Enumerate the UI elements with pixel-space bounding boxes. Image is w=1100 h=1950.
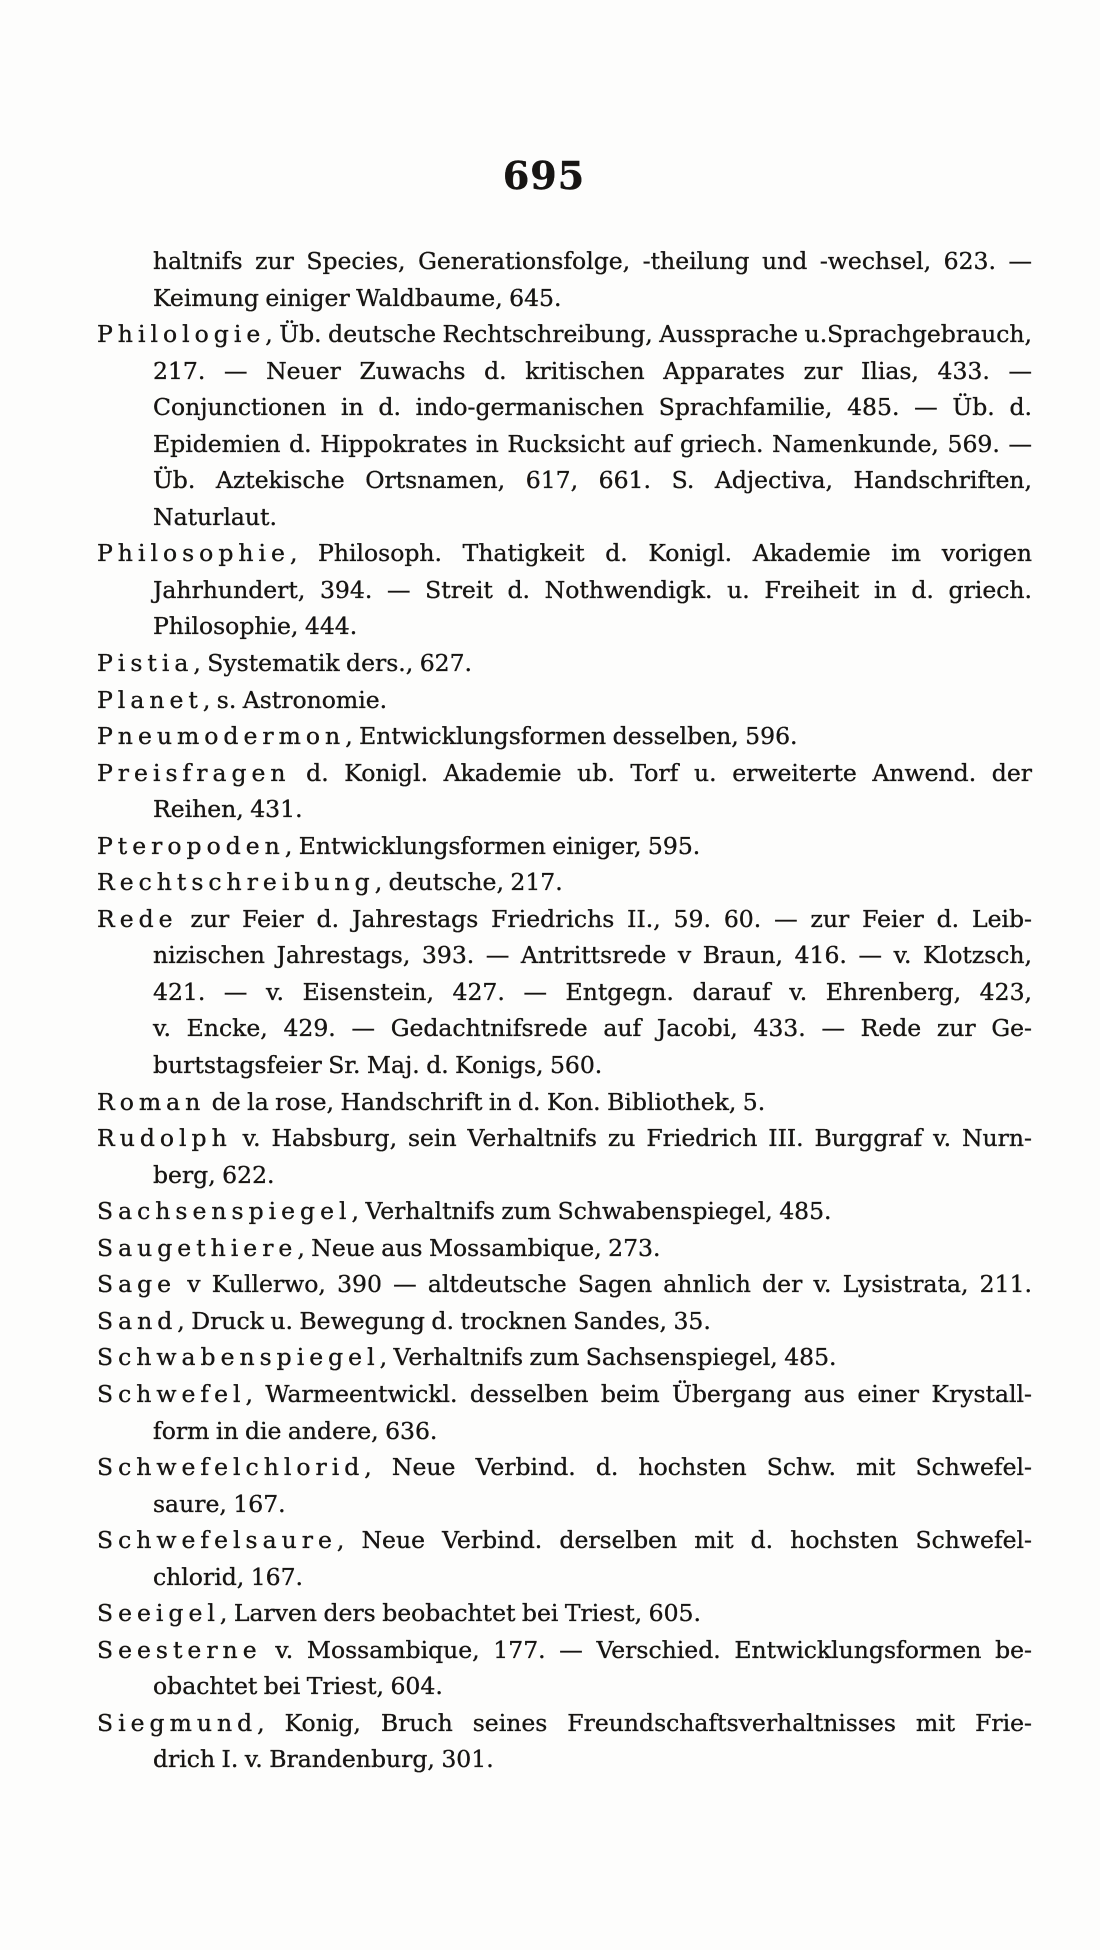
index-line <box>97 389 1032 426</box>
entry-text: v Kullerwo, 390 — altdeutsche Sagen ahnlich der v. Lysistrata, 211. <box>176 1270 1032 1299</box>
entry-text: drich I. v. Brandenburg, 301. <box>153 1745 494 1774</box>
index-line <box>97 1413 1032 1450</box>
entry-headword: Sachsenspiegel <box>97 1197 352 1226</box>
entry-headword: Rechtschreibung <box>97 868 375 897</box>
entry-text: , Systematik ders., 627. <box>193 649 473 678</box>
entry-text: Reihen, 431. <box>153 795 303 824</box>
entry-headword: Preisfragen <box>97 758 291 787</box>
index-line <box>97 426 1032 463</box>
entry-text: , Druck u. Bewegung d. trocknen Sandes, 35. <box>177 1306 711 1335</box>
index-text-block <box>97 243 1032 1778</box>
index-line <box>97 1047 1032 1084</box>
entry-headword: Rudolph <box>97 1124 232 1153</box>
entry-headword: Pteropoden <box>97 831 285 860</box>
index-line <box>97 608 1032 645</box>
entry-headword: Schwefelsaure <box>97 1526 337 1555</box>
entry-text: Epidemien d. Hippokrates in Rucksicht auf griech. Namenkunde, 569. — <box>153 429 1032 458</box>
index-line <box>97 1632 1032 1669</box>
page-number: 695 <box>502 153 586 198</box>
entry-text: v. Habsburg, sein Verhaltnifs zu Friedrich III. Burggraf v. Nurn- <box>231 1124 1032 1153</box>
entry-text: Conjunctionen in d. indo-germanischen Sprachfamilie, 485. — Üb. d. <box>153 393 1032 422</box>
entry-headword: Seesterne <box>97 1635 262 1664</box>
entry-headword: Pistia <box>97 649 194 678</box>
index-line <box>97 499 1032 536</box>
index-line <box>97 1668 1032 1705</box>
entry-headword: Saugethiere <box>97 1233 298 1262</box>
entry-text: , Larven ders beobachtet bei Triest, 605. <box>219 1599 701 1628</box>
index-line <box>97 1522 1032 1559</box>
entry-text: , s. Astronomie. <box>202 685 388 714</box>
entry-text: , Warmeentwickl. desselben beim Übergang aus einer Krystall- <box>245 1379 1032 1408</box>
index-line <box>97 1193 1032 1230</box>
index-line <box>97 1010 1032 1047</box>
index-line <box>97 974 1032 1011</box>
entry-text: de la rose, Handschrift in d. Kon. Bibliothek, 5. <box>205 1087 766 1116</box>
index-line <box>97 462 1032 499</box>
entry-headword: Sand <box>97 1306 178 1335</box>
entry-headword: Pneumodermon <box>97 722 346 751</box>
index-line <box>97 791 1032 828</box>
entry-headword: Philologie <box>97 320 266 349</box>
index-line <box>97 864 1032 901</box>
index-line <box>97 1741 1032 1778</box>
index-line <box>97 718 1032 755</box>
entry-text: , Neue aus Mossambique, 273. <box>297 1233 661 1262</box>
index-line <box>97 1705 1032 1742</box>
entry-headword: Planet <box>97 685 203 714</box>
index-line <box>97 316 1032 353</box>
entry-text: berg, 622. <box>153 1160 275 1189</box>
index-line <box>97 755 1032 792</box>
entry-text: zur Feier d. Jahrestags Friedrichs II., 59. 60. — zur Feier d. Leib- <box>177 904 1032 933</box>
index-line <box>97 1157 1032 1194</box>
index-line <box>97 1376 1032 1413</box>
index-line <box>97 243 1032 280</box>
entry-text: obachtet bei Triest, 604. <box>153 1672 443 1701</box>
index-line <box>97 1303 1032 1340</box>
index-line <box>97 1120 1032 1157</box>
index-line <box>97 1486 1032 1523</box>
entry-text: nizischen Jahrestags, 393. — Antrittsrede v Braun, 416. — v. Klotzsch, <box>153 941 1032 970</box>
index-line <box>97 901 1032 938</box>
index-line <box>97 1339 1032 1376</box>
entry-text: chlorid, 167. <box>153 1562 304 1591</box>
entry-text: Philosophie, 444. <box>153 612 358 641</box>
index-line <box>97 280 1032 317</box>
entry-headword: Schwabenspiegel <box>97 1343 380 1372</box>
entry-text: v. Encke, 429. — Gedachtnifsrede auf Jacobi, 433. — Rede zur Ge- <box>153 1014 1032 1043</box>
entry-headword: Sage <box>97 1270 177 1299</box>
entry-text: , Entwicklungsformen einiger, 595. <box>284 831 701 860</box>
index-line <box>97 1595 1032 1632</box>
entry-text: 217. — Neuer Zuwachs d. kritischen Apparates zur Ilias, 433. — <box>153 356 1032 385</box>
index-line <box>97 828 1032 865</box>
entry-text: Naturlaut. <box>153 502 277 531</box>
entry-text: saure, 167. <box>153 1489 286 1518</box>
entry-text: , Verhaltnifs zum Schwabenspiegel, 485. <box>351 1197 832 1226</box>
index-line <box>97 353 1032 390</box>
index-line <box>97 572 1032 609</box>
entry-text: , Neue Verbind. d. hochsten Schw. mit Schwefel- <box>364 1453 1032 1482</box>
entry-text: haltnifs zur Species, Generationsfolge, -theilung und -wechsel, 623. — <box>153 247 1032 275</box>
entry-text: d. Konigl. Akademie ub. Torf u. erweiterte Anwend. der <box>290 758 1032 787</box>
entry-headword: Schwefel <box>97 1379 246 1408</box>
entry-headword: Philosophie <box>97 539 290 568</box>
entry-headword: Schwefelchlorid <box>97 1453 365 1482</box>
entry-text: , Konig, Bruch seines Freundschaftsverhaltnisses mit Frie- <box>257 1708 1032 1737</box>
index-line <box>97 1449 1032 1486</box>
index-line <box>97 1266 1032 1303</box>
index-line <box>97 535 1032 572</box>
index-line <box>97 937 1032 974</box>
entry-text: , Neue Verbind. derselben mit d. hochsten Schwefel- <box>336 1526 1032 1555</box>
entry-headword: Rede <box>97 904 178 933</box>
index-line <box>97 1559 1032 1596</box>
index-line <box>97 682 1032 719</box>
entry-text: , deutsche, 217. <box>374 868 563 897</box>
entry-text: , Philosoph. Thatigkeit d. Konigl. Akademie im vorigen <box>289 539 1032 568</box>
entry-text: 421. — v. Eisenstein, 427. — Entgegn. darauf v. Ehrenberg, 423, <box>153 977 1032 1006</box>
entry-text: Üb. Aztekische Ortsnamen, 617, 661. S. Adjectiva, Handschriften, <box>153 466 1032 495</box>
index-line <box>97 1230 1032 1267</box>
entry-headword: Siegmund <box>97 1708 258 1737</box>
entry-text: , Üb. deutsche Rechtschreibung, Aussprache u.Sprachgebrauch, <box>265 320 1032 349</box>
index-line <box>97 645 1032 682</box>
entry-text: Keimung einiger Waldbaume, 645. <box>153 283 562 312</box>
entry-headword: Roman <box>97 1087 206 1116</box>
entry-text: , Entwicklungsformen desselben, 596. <box>345 722 798 751</box>
entry-headword: Seeigel <box>97 1599 220 1628</box>
entry-text: form in die andere, 636. <box>153 1416 438 1445</box>
entry-text: v. Mossambique, 177. — Verschied. Entwicklungsformen be- <box>261 1635 1032 1664</box>
entry-text: burtstagsfeier Sr. Maj. d. Konigs, 560. <box>153 1051 603 1080</box>
index-line <box>97 1084 1032 1121</box>
entry-text: Jahrhundert, 394. — Streit d. Nothwendigk. u. Freiheit in d. griech. <box>153 575 1032 604</box>
entry-text: , Verhaltnifs zum Sachsenspiegel, 485. <box>379 1343 837 1372</box>
